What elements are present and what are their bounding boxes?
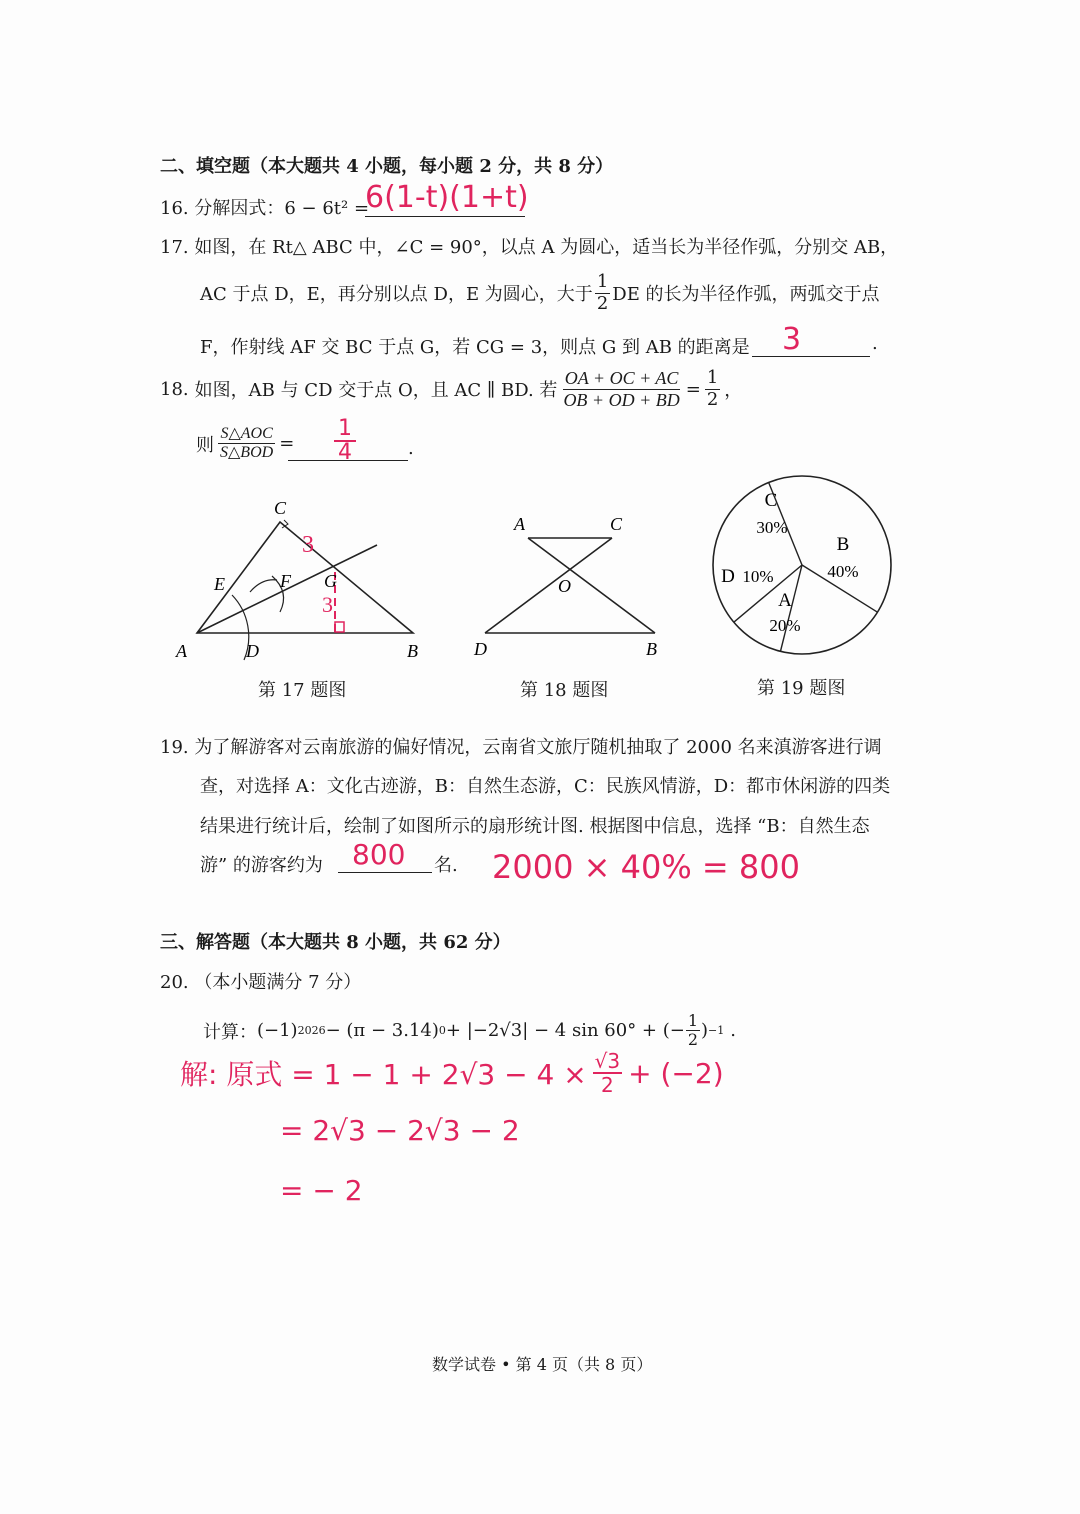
question-19-line-4b: 名. [434, 855, 458, 876]
hw-gh-length: 3 [322, 592, 333, 617]
half-denominator: 2 [706, 388, 719, 410]
figure-18-caption: 第 18 题图 [520, 680, 609, 701]
exp-a: 2026 [297, 1024, 326, 1038]
question-19-text-1: 为了解游客对云南旅游的偏好情况，云南省文旅厅随机抽取了 2000 名来滇游客进行调 [194, 737, 882, 758]
question-16-number: 16. [160, 198, 189, 219]
label-d: D [246, 641, 259, 661]
answer-denominator: 4 [338, 440, 352, 465]
question-20-number: 20. [160, 972, 189, 993]
question-17-answer: 3 [782, 322, 802, 357]
solution-line-1b: + (−2) [628, 1056, 724, 1090]
fraction-denominator: 2 [596, 292, 609, 314]
question-16-text: 分解因式：6 − 6t² = [194, 198, 370, 219]
question-18-period: . [408, 438, 414, 459]
pie-category-c: C [764, 490, 778, 511]
pie-category-b: B [836, 534, 850, 555]
expr-frac-num: 1 [687, 1011, 699, 1030]
question-19-line-2: 查，对选择 A：文化古迹游，B：自然生态游，C：民族风情游，D：都市休闲游的四类 [200, 776, 891, 797]
solution-fraction [593, 1050, 622, 1096]
label-c: C [274, 498, 287, 518]
exp-d: −1 [708, 1024, 725, 1038]
question-19-number: 19. [160, 737, 189, 758]
question-18-number: 18. [160, 378, 189, 400]
fraction-numerator: 1 [596, 271, 609, 292]
question-17-text-1: 如图，在 Rt△ ABC 中，∠C = 90°，以点 A 为圆心，适当长为半径作弧，分别交 AB， [194, 237, 899, 258]
segment-ab [528, 538, 655, 633]
solution-line-1 [180, 1050, 724, 1096]
calc-label: 计算： [203, 1021, 257, 1043]
label-d: D [474, 639, 487, 659]
expr-frac-den: 2 [687, 1030, 699, 1050]
ratio-numerator: OA + OC + AC [564, 368, 679, 388]
page-footer: 数学试卷 • 第 4 页（共 8 页） [432, 1355, 653, 1374]
question-17-period: . [872, 333, 878, 354]
question-18-line-1: 18. 如图，AB 与 CD 交于点 O，且 AC ∥ BD. 若 $\frac{OA + OC + AC}{OB + OD + BD}$ = $\frac{1}{2}$ ， [160, 367, 743, 410]
expr-c: + |−2√3| − 4 sin 60° + (− [445, 1020, 685, 1042]
hw-cg-length: 3 [302, 532, 314, 558]
solution-line-3: = − 2 [280, 1174, 363, 1207]
question-20-note: （本小题满分 7 分） [194, 972, 362, 993]
figure-17 [175, 498, 418, 661]
figure-18 [473, 514, 657, 659]
question-20-expression [203, 1012, 736, 1050]
label-a: A [514, 514, 525, 534]
expr-a: (−1) [257, 1020, 298, 1042]
question-17-text-2a: AC 于点 D，E，再分别以点 D，E 为圆心，大于 [200, 284, 593, 306]
expr-d: ) [701, 1020, 709, 1042]
pie-value-d: 10% [742, 567, 774, 586]
question-18-ze: 则 [196, 434, 214, 456]
perpendicular-mark [335, 622, 344, 632]
figures-svg [0, 0, 1080, 720]
figure-19-caption: 第 19 题图 [757, 678, 846, 699]
question-19-line-3: 结果进行统计后，绘制了如图所示的扇形统计图. 根据图中信息，选择 “B：自然生态 [200, 816, 870, 837]
area-denominator: S△BOD [220, 444, 274, 462]
label-a: A [176, 641, 187, 661]
question-20-header [160, 968, 361, 994]
label-e: E [214, 574, 225, 594]
question-19-handwritten-work: 2000 × 40% = 800 [492, 848, 800, 886]
expr-fraction [686, 1012, 700, 1050]
question-19-line-1 [160, 733, 882, 759]
label-g: G [324, 571, 337, 591]
question-17-number: 17. [160, 237, 189, 258]
question-18-equals: = [279, 433, 295, 455]
pie-category-d: D [721, 566, 735, 587]
question-18-text: 如图，AB 与 CD 交于点 O，且 AC ∥ BD. 若 [194, 380, 558, 402]
section-2-title: 二、填空题（本大题共 4 小题，每小题 2 分，共 8 分） [160, 156, 614, 177]
arc-from-e [250, 580, 277, 592]
label-c: C [610, 514, 623, 534]
solution-frac-den: 2 [601, 1073, 614, 1097]
segment-cd [485, 538, 612, 633]
pie-category-a: A [778, 590, 792, 611]
figure-17-caption: 第 17 题图 [258, 680, 347, 701]
question-19-answer: 800 [352, 838, 406, 871]
expr-b: − (π − 3.14) [325, 1020, 439, 1042]
answer-numerator: 1 [334, 418, 356, 442]
label-o: O [558, 576, 571, 596]
area-numerator: S△AOC [218, 425, 274, 444]
label-f: F [280, 571, 291, 591]
question-16-answer: 6(1-t)(1+t) [365, 180, 529, 215]
question-18-comma: ， [724, 380, 743, 402]
question-17-text-2b: DE 的长为半径作弧，两弧交于点 [612, 284, 880, 306]
solution-line-2: = 2√3 − 2√3 − 2 [280, 1114, 520, 1147]
pie-value-a: 20% [769, 616, 801, 635]
solution-line-1a: 解: 原式 = 1 − 1 + 2√3 − 4 × [180, 1058, 587, 1091]
pie-value-b: 40% [827, 562, 859, 581]
question-17-text-3: F，作射线 AF 交 BC 于点 G，若 CG = 3，则点 G 到 AB 的距离是 [200, 337, 750, 358]
half-numerator: 1 [706, 367, 719, 388]
ratio-denominator: OB + OD + BD [563, 389, 680, 410]
exp-b: 0 [438, 1024, 446, 1038]
label-b: B [646, 639, 657, 659]
pie-value-c: 30% [756, 518, 788, 537]
figure-19-pie-chart [713, 476, 891, 654]
expr-end: . [730, 1020, 736, 1042]
question-19-line-4a: 游” 的游客约为 [200, 855, 323, 876]
solution-frac-num: √3 [594, 1049, 621, 1073]
label-b: B [407, 641, 418, 661]
section-3-title: 三、解答题（本大题共 8 小题，共 62 分） [160, 932, 511, 953]
